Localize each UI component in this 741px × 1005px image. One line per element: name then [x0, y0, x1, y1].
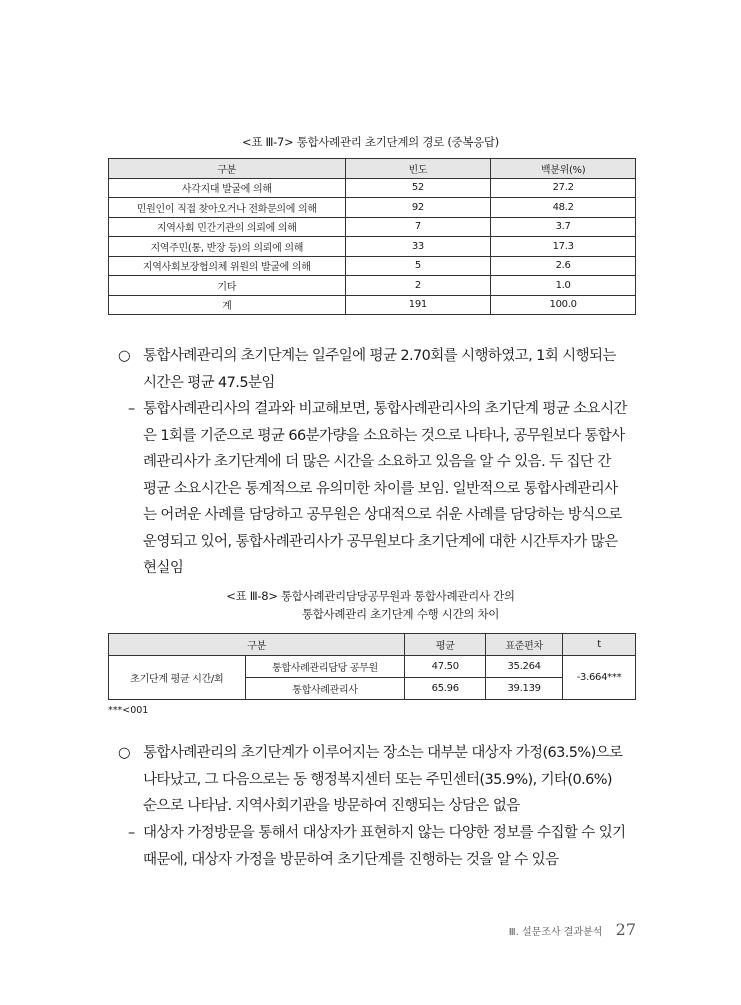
table-cell: 100.0	[491, 295, 636, 315]
table-cell: 52	[345, 178, 491, 198]
text-line: 통합사례관리의 초기단계가 이루어지는 장소는 대부분 대상자 가정(63.5%)으로	[143, 745, 623, 761]
table-row	[109, 256, 636, 276]
text-line: 운영되고 있어, 통합사례관리사가 공무원보다 초기단계에 대한 시간투자가 많은	[143, 533, 618, 550]
table-cell: 92	[345, 198, 491, 218]
text-line: 시간은 평균 47.5분임	[143, 374, 275, 391]
paragraph-2	[118, 740, 622, 820]
page-footer	[0, 920, 636, 939]
table-cell: 지역주민(통, 반장 등)의 의뢰에 의해	[109, 237, 346, 257]
circle-bullet-icon: ○	[118, 348, 131, 364]
table-cell: 191	[345, 295, 491, 315]
table-cell: 2.6	[491, 256, 636, 276]
dash-bullet-icon: –	[128, 825, 135, 841]
table-cell: 47.50	[405, 656, 486, 678]
table1-caption: <표 Ⅲ-7> 통합사례관리 초기단계의 경로 (중복응답)	[242, 135, 499, 149]
table-cell: 기타	[109, 276, 346, 296]
table-cell: 17.3	[491, 237, 636, 257]
table1-header-percent: 백분위(%)	[491, 159, 636, 179]
table-row	[109, 217, 636, 237]
table-row	[109, 656, 636, 678]
page-number: 27	[615, 920, 636, 939]
table2-row-label: 초기단계 평균 시간/회	[109, 656, 246, 700]
text-line: 례관리사가 초기단계에 더 많은 시간을 소요하고 있음을 알 수 있음. 두 집단 간	[143, 454, 611, 470]
table-row	[109, 178, 636, 198]
paragraph-1-sub	[128, 396, 627, 582]
table1-header-row	[109, 159, 636, 179]
table-row	[109, 198, 636, 218]
table-cell: 33	[345, 237, 491, 257]
text-line: 현실임	[143, 560, 184, 576]
table-cell: 35.264	[486, 656, 563, 678]
table-row-total	[109, 295, 636, 315]
table2-header-mean: 평균	[405, 634, 486, 656]
table2-note: ***<001	[108, 705, 149, 716]
text-line: 때문에, 대상자 가정을 방문하여 초기단계를 진행하는 것을 알 수 있음	[143, 851, 559, 868]
table2-header-sd: 표준편차	[486, 634, 563, 656]
table-row	[109, 237, 636, 257]
table-cell: 7	[345, 217, 491, 237]
table-cell: 지역사회보장협의체 위원의 발굴에 의해	[109, 256, 346, 276]
table2-header-row	[109, 634, 636, 656]
table-cell: 1.0	[491, 276, 636, 296]
table-cell: 27.2	[491, 178, 636, 198]
table-cell: 3.7	[491, 217, 636, 237]
table2	[108, 633, 636, 700]
text-line: 평균 소요시간은 통계적으로 유의미한 차이를 보임. 일반적으로 통합사례관리사	[143, 480, 618, 497]
text-line: 통합사례관리의 초기단계는 일주일에 평균 2.70회를 시행하였고, 1회 시행되는	[143, 348, 616, 364]
footer-section-title: Ⅲ. 설문조사 결과분석	[508, 927, 603, 938]
table-cell: 2	[345, 276, 491, 296]
table2-t-value: -3.664***	[563, 656, 636, 700]
table1	[108, 158, 636, 315]
text-line: 나타났고, 그 다음으로는 동 행정복지센터 또는 주민센터(35.9%), 기타(0.6%)	[143, 771, 612, 788]
table2-header-t: t	[563, 634, 636, 656]
table2-caption-line1: <표 Ⅲ-8> 통합사례관리담당공무원과 통합사례관리사 간의	[226, 589, 515, 603]
dash-bullet-icon: –	[128, 401, 135, 417]
table-cell: 계	[109, 295, 346, 315]
table-cell: 통합사례관리담당 공무원	[245, 656, 405, 678]
table-row	[109, 276, 636, 296]
table-cell: 65.96	[405, 678, 486, 700]
table-cell: 5	[345, 256, 491, 276]
table2-caption-line2: 통합사례관리 초기단계 수행 시간의 차이	[301, 607, 500, 621]
table1-header-category: 구분	[109, 159, 346, 179]
text-line: 는 어려운 사례를 담당하고 공무원은 상대적으로 쉬운 사례를 담당하는 방식으로	[143, 507, 622, 523]
text-line: 은 1회를 기준으로 평균 66분가량을 소요하는 것으로 나타나, 공무원보다 통합사	[143, 427, 625, 444]
table1-header-frequency: 빈도	[345, 159, 491, 179]
table-cell: 39.139	[486, 678, 563, 700]
circle-bullet-icon: ○	[118, 745, 131, 761]
paragraph-1	[118, 343, 616, 396]
text-line: 대상자 가정방문을 통해서 대상자가 표현하지 않는 다양한 정보를 수집할 수 있기	[143, 825, 626, 841]
table-cell: 48.2	[491, 198, 636, 218]
table-cell: 민원인이 직접 찾아오거나 전화문의에 의해	[109, 198, 346, 218]
table-cell: 통합사례관리사	[245, 678, 405, 700]
table-cell: 지역사회 민간기관의 의뢰에 의해	[109, 217, 346, 237]
table2-header-category: 구분	[109, 634, 405, 656]
table-cell: 사각지대 발굴에 의해	[109, 178, 346, 198]
paragraph-2-sub	[128, 820, 626, 873]
text-line: 순으로 나타남. 지역사회기관을 방문하여 진행되는 상담은 없음	[143, 798, 520, 814]
text-line: 통합사례관리사의 결과와 비교해보면, 통합사례관리사의 초기단계 평균 소요시간	[143, 401, 627, 417]
